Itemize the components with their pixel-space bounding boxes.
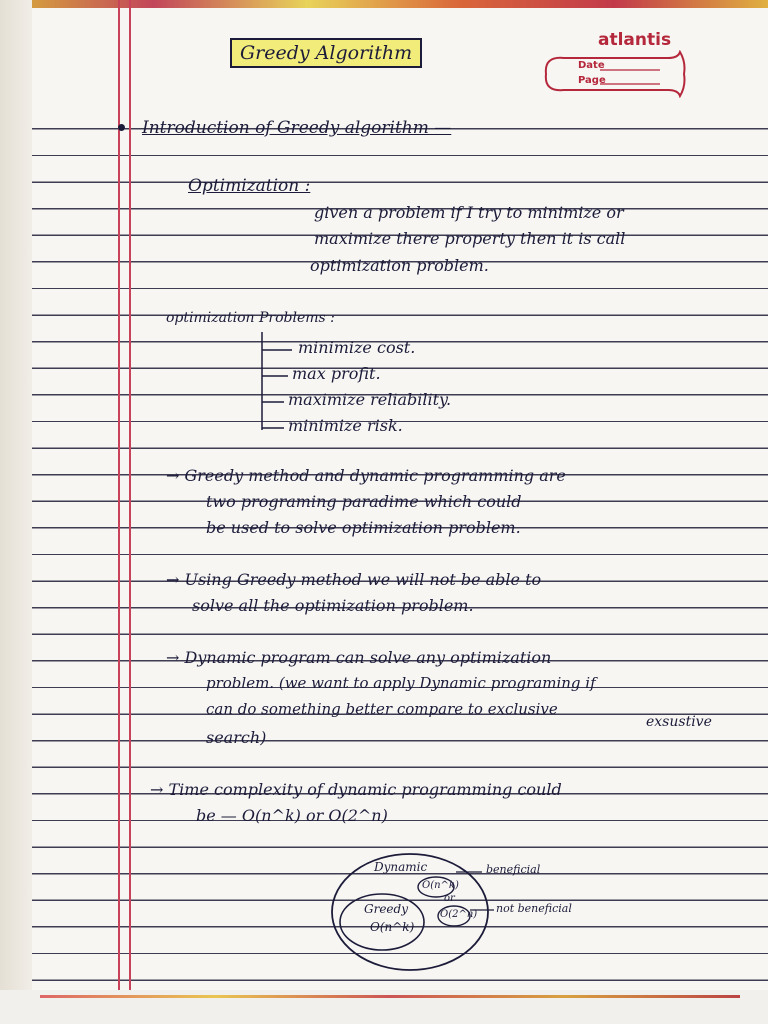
point-3-line-4: search): [206, 728, 267, 747]
definition-line-2: maximize there property then it is call: [314, 229, 626, 248]
problem-item-4: minimize risk.: [288, 416, 403, 435]
venn-exp-value: O(2^n): [440, 909, 478, 920]
date-label: Date: [578, 60, 605, 71]
exhaustive-note: exsustive: [646, 714, 712, 730]
point-3-line-3: can do something better compare to exclusive: [206, 700, 558, 718]
point-2-line-1: → Using Greedy method we will not be able to: [166, 570, 542, 589]
page-label: Page: [578, 75, 606, 86]
date-page-stamp: [540, 50, 692, 98]
definition-line-1: given a problem if I try to minimize or: [314, 203, 624, 222]
problems-label: optimization Problems :: [166, 310, 335, 326]
venn-not-beneficial-label: not beneficial: [496, 902, 572, 915]
margin-line-inner: [129, 0, 131, 990]
brand-logo: atlantis: [598, 30, 672, 50]
bottom-color-strip: [40, 995, 740, 998]
optimization-label: Optimization :: [188, 176, 311, 196]
point-3-line-2: problem. (we want to apply Dynamic programing if: [206, 674, 596, 692]
point-1-line-1: → Greedy method and dynamic programming are: [166, 466, 566, 485]
problem-item-3: maximize reliability.: [288, 390, 452, 409]
problem-item-1: minimize cost.: [298, 338, 416, 357]
venn-greedy-value: O(n^k): [370, 920, 415, 934]
venn-poly-value: O(n^k): [422, 880, 459, 891]
point-1-line-2: two programing paradime which could: [206, 492, 522, 511]
bullet-dot: [118, 124, 125, 131]
left-page-edge: [0, 0, 32, 1024]
section-heading: Introduction of Greedy algorithm —: [142, 118, 452, 138]
point-4-line-2: be — O(n^k) or O(2^n): [196, 806, 388, 825]
venn-or-label: or: [444, 893, 455, 904]
page-title: Greedy Algorithm: [230, 38, 422, 68]
point-3-line-1: → Dynamic program can solve any optimization: [166, 648, 552, 667]
point-1-line-3: be used to solve optimization problem.: [206, 518, 521, 537]
point-2-line-2: solve all the optimization problem.: [192, 596, 474, 615]
point-4-line-1: → Time complexity of dynamic programming could: [150, 780, 562, 799]
venn-dynamic-label: Dynamic: [374, 860, 428, 874]
definition-line-3: optimization problem.: [310, 256, 489, 275]
top-color-band: [0, 0, 768, 8]
margin-line-outer: [118, 0, 120, 990]
venn-beneficial-label: beneficial: [486, 863, 541, 876]
problem-item-2: max profit.: [292, 364, 381, 383]
venn-greedy-label: Greedy: [364, 902, 408, 916]
